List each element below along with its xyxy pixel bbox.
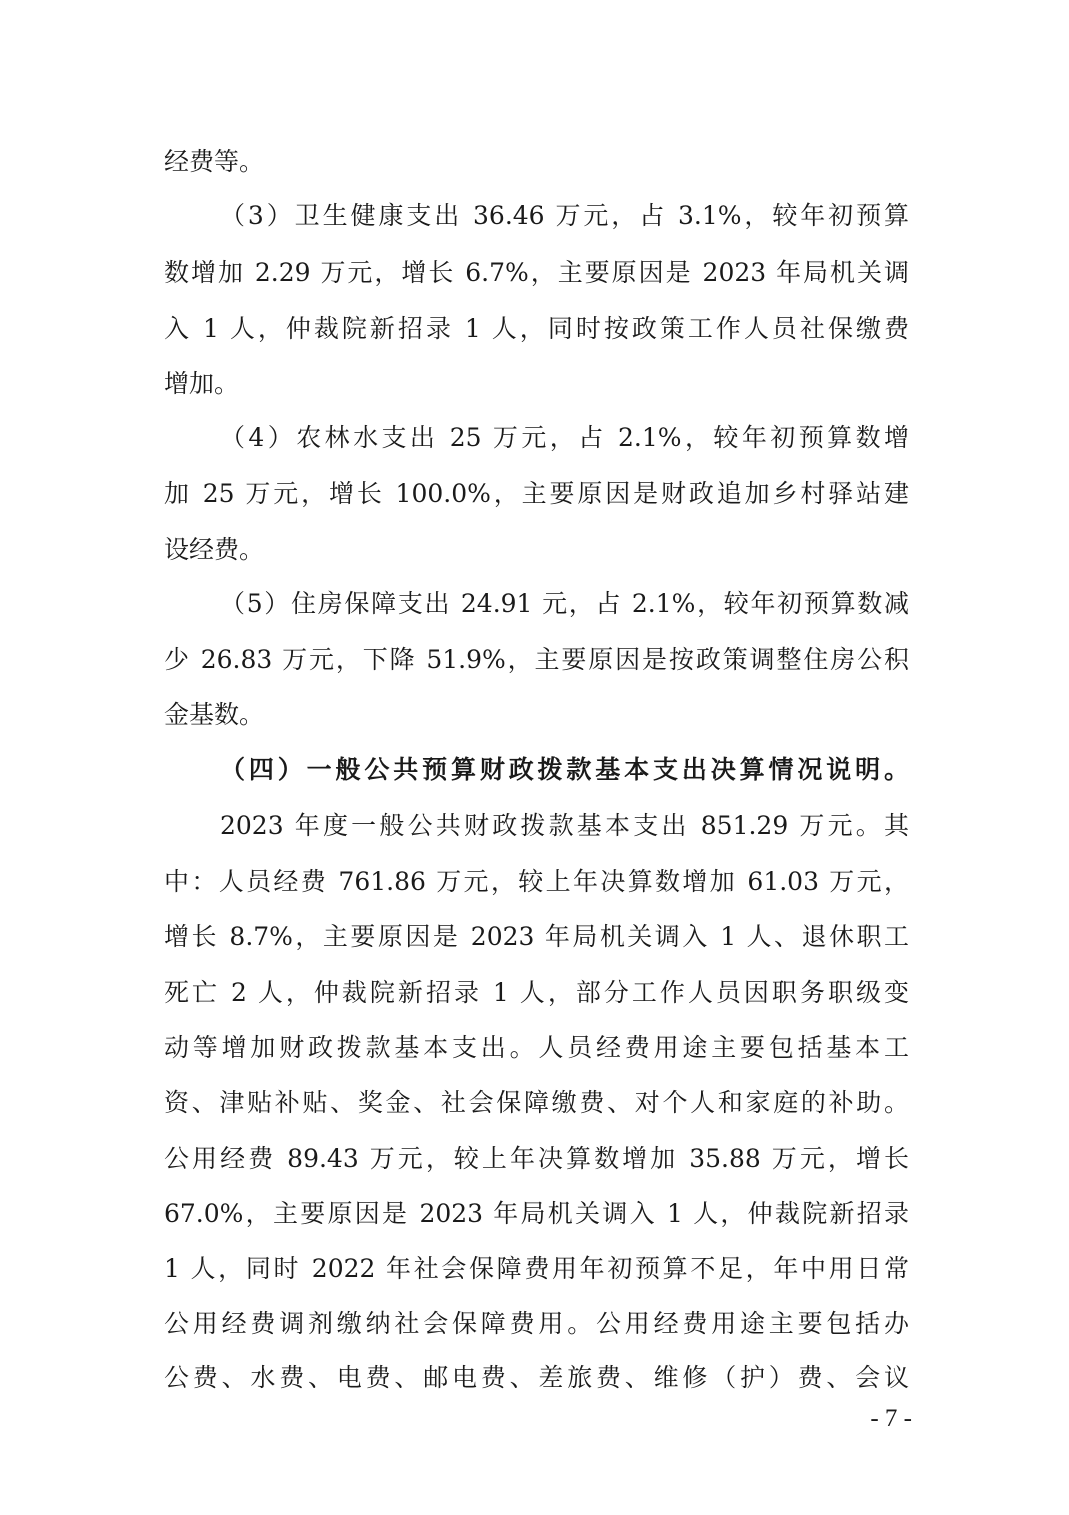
paragraph-agri-line-1: （4）农林水支出 25 万元，占 2.1%，较年初预算数增	[220, 423, 909, 452]
paragraph-basic-line-10: 公用经费调剂缴纳社会保障费用。公用经费用途主要包括办	[164, 1309, 909, 1338]
paragraph-basic-line-1: 2023 年度一般公共财政拨款基本支出 851.29 万元。其	[220, 811, 909, 840]
paragraph-basic-line-6: 资、津贴补贴、奖金、社会保障缴费、对个人和家庭的补助。	[164, 1088, 909, 1117]
paragraph-agri-line-2: 加 25 万元，增长 100.0%，主要原因是财政追加乡村驿站建	[164, 479, 909, 508]
paragraph-basic-line-5: 动等增加财政拨款基本支出。人员经费用途主要包括基本工	[164, 1033, 909, 1062]
page-number: - 7 -	[870, 1405, 912, 1432]
paragraph-health-line-3: 入 1 人，仲裁院新招录 1 人，同时按政策工作人员社保缴费	[164, 314, 909, 343]
paragraph-basic-line-2: 中：人员经费 761.86 万元，较上年决算数增加 61.03 万元，	[164, 867, 909, 896]
paragraph-housing-line-3: 金基数。	[164, 700, 265, 729]
paragraph-basic-line-4: 死亡 2 人，仲裁院新招录 1 人，部分工作人员因职务职级变	[164, 978, 909, 1007]
paragraph-basic-line-9: 1 人，同时 2022 年社会保障费用年初预算不足，年中用日常	[164, 1254, 909, 1283]
paragraph-basic-line-3: 增长 8.7%，主要原因是 2023 年局机关调入 1 人、退休职工	[164, 922, 909, 951]
paragraph-basic-line-7: 公用经费 89.43 万元，较上年决算数增加 35.88 万元，增长	[164, 1144, 909, 1173]
paragraph-housing-line-2: 少 26.83 万元，下降 51.9%，主要原因是按政策调整住房公积	[164, 645, 909, 674]
paragraph-health-line-1: （3）卫生健康支出 36.46 万元，占 3.1%，较年初预算	[220, 201, 909, 230]
paragraph-health-line-2: 数增加 2.29 万元，增长 6.7%，主要原因是 2023 年局机关调	[164, 258, 909, 287]
section-heading: （四）一般公共预算财政拨款基本支出决算情况说明。	[220, 755, 909, 784]
paragraph-housing-line-1: （5）住房保障支出 24.91 元，占 2.1%，较年初预算数减	[220, 589, 909, 618]
text-line: 经费等。	[164, 147, 265, 176]
paragraph-basic-line-11: 公费、水费、电费、邮电费、差旅费、维修（护）费、会议	[164, 1363, 909, 1392]
paragraph-agri-line-3: 设经费。	[164, 535, 265, 564]
paragraph-basic-line-8: 67.0%，主要原因是 2023 年局机关调入 1 人，仲裁院新招录	[164, 1199, 909, 1228]
paragraph-health-line-4: 增加。	[164, 369, 240, 398]
